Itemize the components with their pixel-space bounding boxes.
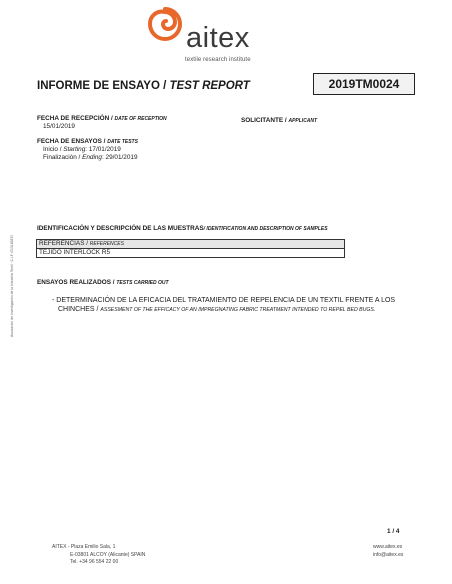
reception-date: 15/01/2019 bbox=[43, 123, 75, 130]
references-header-es: REFERENCIAS / bbox=[39, 240, 90, 247]
report-id: 2019TM0024 bbox=[313, 73, 415, 95]
end-label: Finalización / bbox=[43, 154, 83, 161]
applicant-label-en: APPLICANT bbox=[288, 118, 318, 124]
reception-label-en: DATE OF RECEPTION bbox=[114, 116, 167, 122]
brand-name: aitex bbox=[186, 22, 250, 54]
end-date bbox=[43, 154, 138, 161]
tests-date-label-es: FECHA DE ENSAYOS / bbox=[37, 138, 108, 145]
report-title-en: TEST REPORT bbox=[169, 80, 250, 92]
applicant-label bbox=[241, 117, 317, 124]
aitex-logo-swirl-icon bbox=[147, 6, 183, 42]
tests-title bbox=[37, 279, 169, 286]
brand-tagline: textile research institute bbox=[185, 57, 251, 63]
test-item-line2-en: ASSESMENT OF THE EFFICACY OF AN IMPREGNATING FABRIC TREATMENT INTENDED TO REPEL BED BUGS. bbox=[100, 307, 376, 313]
samples-title-es: IDENTIFICACIÓN Y DESCRIPCIÓN DE LAS MUESTRAS bbox=[37, 225, 204, 232]
reception-label-es: FECHA DE RECEPCIÓN / bbox=[37, 115, 115, 122]
samples-title bbox=[37, 225, 328, 232]
applicant-label-es: SOLICITANTE / bbox=[241, 117, 289, 124]
test-item-line2-es: CHINCHES / bbox=[58, 306, 101, 313]
start-label: Inicio / bbox=[43, 146, 64, 153]
references-header bbox=[37, 240, 344, 249]
start-date bbox=[43, 146, 121, 153]
test-item-line1: - DETERMINACIÓN DE LA EFICACIA DEL TRATAMIENTO DE REPELENCIA DE UN TEXTIL FRENTE A LOS bbox=[52, 297, 396, 304]
report-title-es: INFORME DE ENSAYO / bbox=[37, 80, 170, 92]
footer-contact bbox=[373, 544, 403, 559]
page-number: 1 / 4 bbox=[387, 528, 400, 535]
footer-address bbox=[52, 544, 145, 567]
samples-title-en: / IDENTIFICATION AND DESCRIPTION OF SAMPLES bbox=[203, 226, 328, 232]
report-title bbox=[37, 80, 250, 92]
tests-title-es: ENSAYOS REALIZADOS / bbox=[37, 279, 117, 286]
reception-label bbox=[37, 115, 167, 122]
start-date-value: : 17/01/2019 bbox=[85, 146, 121, 153]
references-table bbox=[36, 239, 345, 258]
footer-email-link[interactable]: info@aitex.es bbox=[373, 551, 404, 558]
end-date-value: : 29/01/2019 bbox=[101, 154, 138, 161]
footer-address-line2: E-03801 ALCOY (Alicante) SPAIN bbox=[70, 551, 146, 558]
tests-date-label-en: DATE TESTS bbox=[107, 139, 138, 145]
end-label-en: Ending bbox=[82, 154, 102, 161]
footer-phone: Tel. +34 96 554 22 00 bbox=[70, 559, 119, 565]
test-item-line2 bbox=[52, 305, 402, 315]
footer-address-line1: AITEX - Plaza Emilio Sala, 1 bbox=[52, 544, 116, 550]
footer-website-link[interactable]: www.aitex.es bbox=[373, 544, 403, 550]
side-legal-text: Asociación de Investigación de la Industria Textil · C.I.F. G03182870 bbox=[10, 234, 14, 338]
tests-date-label bbox=[37, 138, 138, 145]
references-header-en: REFERENCES bbox=[89, 241, 124, 247]
start-label-en: Starting bbox=[63, 146, 86, 153]
reference-row: TEJIDO INTERLOCK R5 bbox=[39, 249, 111, 256]
test-item bbox=[52, 296, 402, 315]
tests-title-en: TESTS CARRIED OUT bbox=[116, 280, 169, 286]
